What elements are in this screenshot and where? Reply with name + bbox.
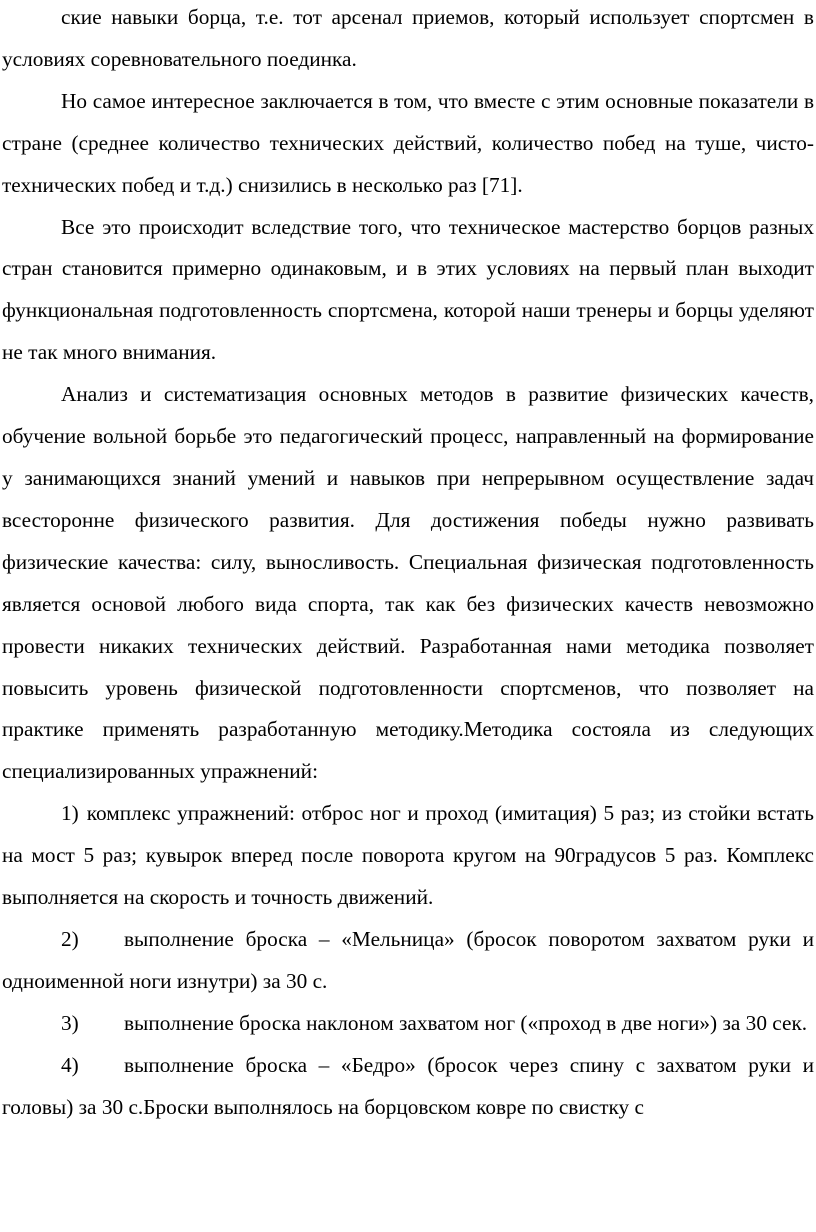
list-text: выполнение броска – «Бедро» (бросок через спину с захватом руки и головы) за 30 с.Броски выполнялось на борцовском ковре по свистку с <box>2 1052 814 1119</box>
list-item-1 <box>2 793 814 919</box>
list-item-3 <box>2 1003 814 1045</box>
list-item-4 <box>2 1045 814 1129</box>
list-number: 2) <box>61 926 79 951</box>
list-text: выполнение броска – «Мельница» (бросок поворотом захватом руки и одноименной ноги изнутри) за 30 с. <box>2 926 814 993</box>
list-number: 3) <box>61 1010 79 1035</box>
list-text: комплекс упражнений: отброс ног и проход (имитация) 5 раз; из стойки встать на мост 5 раз; кувырок вперед после поворота кругом на 90градусов 5 раз. Комплекс выполняется на скорость и точность движений. <box>2 801 814 910</box>
list-item-2 <box>2 919 814 1003</box>
paragraph-3: Все это происходит вследствие того, что техническое мастерство борцов разных стран становится примерно одинаковым, и в этих условиях на первый план выходит функциональная подготовленность спортсмена, которой наши тренеры и борцы уделяют не так много внимания. <box>2 214 814 365</box>
paragraph-4: Анализ и систематизация основных методов в развитие физических качеств, обучение вольной борьбе это педагогический процесс, направленный на формирование у занимающихся знаний умений и навыков при непрерывном осуществление задач всесторонне физического развития. Для достижения победы нужно развивать физические качества: силу, выносливость. Специальная физическая подготовленность является основой любого вида спорта, так как без физических качеств невозможно провести никаких технических действий. Разработанная нами методика позволяет повысить уровень физической подготовленности спортсменов, что позволяет на практике применять разработанную методику.Методика состояла из следующих специализированных упражнений: <box>2 382 814 784</box>
list-number: 4) <box>61 1052 79 1077</box>
list-number: 1) <box>61 801 79 826</box>
paragraph-2: Но самое интересное заключается в том, что вместе с этим основные показатели в стране (среднее количество технических действий, количество побед на туше, чисто-технических побед и т.д.) снизились в несколько раз [71]. <box>2 88 814 197</box>
paragraph-continuation: ские навыки борца, т.е. тот арсенал приемов, который использует спортсмен в условиях соревновательного поединка. <box>2 5 814 71</box>
list-text: выполнение броска наклоном захватом ног («проход в две ноги») за 30 сек. <box>124 1010 808 1035</box>
